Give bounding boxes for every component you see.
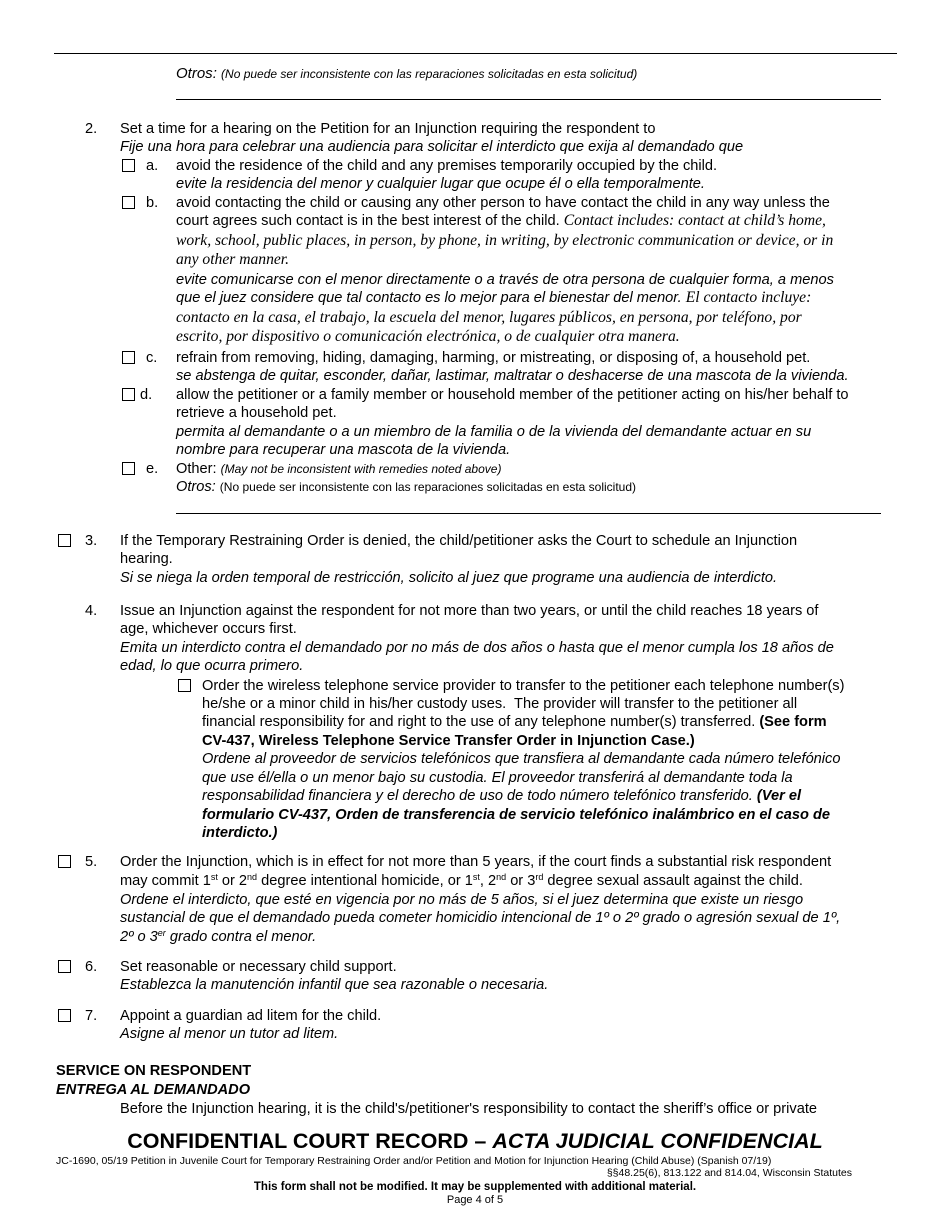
item-2a-en: avoid the residence of the child and any premises temporarily occupied by the child. <box>176 158 718 174</box>
service-text: Before the Injunction hearing, it is the child's/petitioner's responsibility to contact the sheriff’s office or private <box>120 1101 817 1117</box>
item-4-es-2: edad, lo que ocurra primero. <box>120 658 304 674</box>
checkbox-2b[interactable] <box>122 196 135 209</box>
otros-label: Otros: (No puede ser inconsistente con las reparaciones solicitadas en esta solicitud) <box>176 65 638 82</box>
item-2e-otros: Otros: (No puede ser inconsistente con las reparaciones solicitadas en esta solicitud) <box>176 479 637 495</box>
item-6-es: Establezca la manutención infantil que sea razonable o necesaria. <box>120 977 549 993</box>
item-2b-en-1: avoid contacting the child or causing any other person to have contact the child in any way unless the <box>176 195 830 211</box>
item-2d-letter: d. <box>140 387 153 403</box>
item-6-en: Set reasonable or necessary child support. <box>120 959 397 975</box>
item-7-en: Appoint a guardian ad litem for the child. <box>120 1008 382 1024</box>
item-4-sub-es-2: que use él/ella o un menor bajo su custodia. El proveedor transferirá al demandante toda la <box>202 770 793 786</box>
item-3-en-1: If the Temporary Restraining Order is denied, the child/petitioner asks the Court to schedule an Injunction <box>120 533 798 549</box>
checkbox-6[interactable] <box>58 960 71 973</box>
top-rule <box>54 53 897 54</box>
item-4-sub-en-3: financial responsibility for and right to the use of any telephone number(s) transferred. (See form <box>202 714 827 730</box>
item-2d-es-1: permita al demandante o a un miembro de la familia o de la vivienda del demandante actuar en su <box>176 424 812 440</box>
item-4-sub-es-4: formulario CV-437, Orden de transferencia de servicio telefónico inalámbrico en el caso de <box>202 807 831 823</box>
checkbox-2c[interactable] <box>122 351 135 364</box>
item-2a-es: evite la residencia del menor y cualquier lugar que ocupe él o ella temporalmente. <box>176 176 705 192</box>
checkbox-5[interactable] <box>58 855 71 868</box>
service-heading-en: SERVICE ON RESPONDENT <box>56 1063 252 1079</box>
item-2c-letter: c. <box>146 350 158 366</box>
item-2b-es-1: evite comunicarse con el menor directamente o a través de otra persona de cualquier forma, a menos <box>176 272 834 288</box>
checkbox-2e[interactable] <box>122 462 135 475</box>
footer-statutes: §§48.25(6), 813.122 and 814.04, Wisconsin Statutes <box>606 1167 852 1179</box>
item-3-en-2: hearing. <box>120 551 173 567</box>
item-2e-letter: e. <box>146 461 159 477</box>
item-2e-fill-line[interactable] <box>176 513 881 514</box>
item-5-en-2: may commit 1st or 2nd degree intentional homicide, or 1st, 2nd or 3rd degree sexual assault against the child. <box>120 872 803 889</box>
item-4-es-1: Emita un interdicto contra el demandado por no más de dos años o hasta que el menor cumpla los 18 años de <box>120 640 834 656</box>
otros-fill-line[interactable] <box>176 99 881 100</box>
item-2c-en: refrain from removing, hiding, damaging, harming, or mistreating, or disposing of, a household pet. <box>176 350 811 366</box>
footer-form-line: JC-1690, 05/19 Petition in Juvenile Court for Temporary Restraining Order and/or Petition and Motion for Injunction Hearing (Child Abuse) (Spanish 07/19) <box>56 1155 772 1167</box>
item-6-number: 6. <box>85 959 98 975</box>
item-2-number: 2. <box>85 121 98 137</box>
footer-page-number: Page 4 of 5 <box>446 1194 504 1206</box>
item-2d-es-2: nombre para recuperar una mascota de la vivienda. <box>176 442 511 458</box>
item-4-sub-es-5: interdicto.) <box>202 825 278 841</box>
item-4-sub-en-4: CV-437, Wireless Telephone Service Transfer Order in Injunction Case.) <box>202 733 695 749</box>
item-7-number: 7. <box>85 1008 98 1024</box>
item-2b-es-4: escrito, por dispositivo o comunicación electrónica, o de cualquier otra manera. <box>176 328 680 345</box>
item-5-es-1: Ordene el interdicto, que esté en vigencia por no más de 5 años, si el juez determina que existe un riesgo <box>120 892 804 908</box>
item-5-en-1: Order the Injunction, which is in effect for not more than 5 years, if the court finds a substantial risk respondent <box>120 854 832 870</box>
item-7-es: Asigne al menor un tutor ad litem. <box>120 1026 339 1042</box>
item-3-number: 3. <box>85 533 98 549</box>
item-2-text-es: Fije una hora para celebrar una audiencia para solicitar el interdicto que exija al demandado que <box>120 139 744 155</box>
checkbox-3[interactable] <box>58 534 71 547</box>
item-2a-letter: a. <box>146 158 159 174</box>
item-2b-en-2: court agrees such contact is in the best interest of the child. Contact includes: contact at child’s home, <box>176 212 826 229</box>
item-4-sub-es-3: responsabilidad financiera y el derecho de uso de todo número telefónico transferido. (Ver el <box>202 788 801 804</box>
item-2d-en-1: allow the petitioner or a family member or household member of the petitioner acting on his/her behalf to <box>176 387 849 403</box>
item-3-es: Si se niega la orden temporal de restricción, solicito al juez que programe una audiencia de interdicto. <box>120 570 778 586</box>
item-4-sub-es-1: Ordene al proveedor de servicios telefónicos que transfiera al demandante cada número telefónico <box>202 751 841 767</box>
item-5-number: 5. <box>85 854 98 870</box>
item-2d-en-2: retrieve a household pet. <box>176 405 337 421</box>
checkbox-2a[interactable] <box>122 159 135 172</box>
item-2b-en-4: any other manner. <box>176 251 290 268</box>
footer-title: CONFIDENTIAL COURT RECORD – ACTA JUDICIAL CONFIDENCIAL <box>127 1129 823 1153</box>
checkbox-2d[interactable] <box>122 388 135 401</box>
service-heading-es: ENTREGA AL DEMANDADO <box>56 1082 251 1098</box>
item-2e-other: Other: (May not be inconsistent with remedies noted above) <box>176 461 502 477</box>
item-4-sub-en-2: he/she or a minor child in his/her custody uses. The provider will transfer to the petitioner all <box>202 696 798 712</box>
item-4-en-1: Issue an Injunction against the respondent for not more than two years, or until the child reaches 18 years of <box>120 603 819 619</box>
item-2b-es-3: contacto en la casa, el trabajo, la escuela del menor, lugares públicos, en persona, por teléfono, por <box>176 309 802 326</box>
item-5-es-2: sustancial de que el demandado pueda cometer homicidio intencional de 1º o 2º grado o agresión sexual de 1º, <box>120 910 841 926</box>
checkbox-4-wireless[interactable] <box>178 679 191 692</box>
item-2-text-en: Set a time for a hearing on the Petition for an Injunction requiring the respondent to <box>120 121 656 137</box>
item-2c-es: se abstenga de quitar, esconder, dañar, lastimar, maltratar o deshacerse de una mascota de la vivienda. <box>176 368 849 384</box>
item-4-sub-en-1: Order the wireless telephone service provider to transfer to the petitioner each telephone number(s) <box>202 678 845 694</box>
footer-notice: This form shall not be modified. It may be supplemented with additional material. <box>253 1181 697 1193</box>
checkbox-7[interactable] <box>58 1009 71 1022</box>
item-2b-en-3: work, school, public places, in person, by phone, in writing, by electronic communication or device, or in <box>176 232 834 249</box>
item-2b-letter: b. <box>146 195 159 211</box>
item-4-number: 4. <box>85 603 98 619</box>
item-4-en-2: age, whichever occurs first. <box>120 621 297 637</box>
item-2b-es-2: que el juez considere que tal contacto es lo mejor para el bienestar del menor. El contacto incluye: <box>176 289 812 306</box>
item-5-es-3: 2º o 3er grado contra el menor. <box>120 928 317 945</box>
